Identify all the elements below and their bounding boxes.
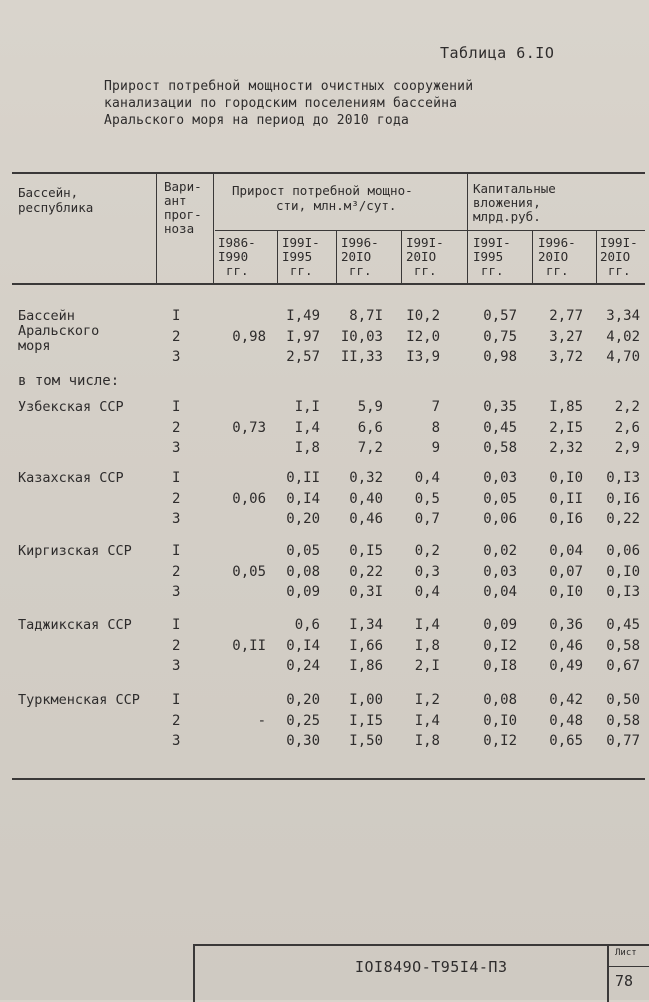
value-cell: I,85 — [549, 399, 583, 415]
value-cell: I,8 — [294, 440, 320, 456]
variant-number: 2 — [172, 637, 181, 654]
value-cell: I2,0 — [406, 328, 440, 345]
value-cell: 2,32 — [549, 440, 583, 456]
header-capacity: Прирост потребной мощно- сти, млн.м³/сут. — [232, 183, 413, 213]
value-cell: 0,4 — [414, 584, 440, 600]
value-cell: 0,35 — [483, 399, 517, 415]
value-cell: 0,46 — [549, 637, 583, 654]
value-cell: I,I5 — [349, 712, 383, 729]
value-cell: 2,I — [414, 658, 440, 674]
value-cell: I,50 — [349, 733, 383, 749]
period-header: I99I- I995 гг. — [473, 235, 511, 278]
value-cell: I,4 — [414, 712, 440, 729]
value-cell: 0,42 — [549, 692, 583, 708]
value-cell: 0,32 — [349, 470, 383, 486]
value-cell: 0,09 — [483, 617, 517, 633]
region-name: Казахская ССР — [18, 470, 124, 486]
value-cell: I,00 — [349, 692, 383, 708]
value-cell: 0,30 — [286, 733, 320, 749]
value-cell: 0,09 — [286, 584, 320, 600]
value-cell: 0,05 — [483, 490, 517, 507]
base-capacity: - — [257, 712, 266, 729]
value-cell: II,33 — [340, 349, 383, 365]
value-cell: 0,77 — [606, 733, 640, 749]
value-cell: I0,2 — [406, 308, 440, 324]
base-capacity: 0,06 — [232, 490, 266, 507]
value-cell: I,8 — [414, 733, 440, 749]
period-header: I99I- 20IO гг. — [600, 235, 638, 278]
variant-number: 2 — [172, 563, 181, 580]
value-cell: 0,06 — [606, 543, 640, 559]
value-cell: 0,58 — [606, 712, 640, 729]
sheet-label: Лист — [615, 948, 637, 958]
value-cell: 0,I2 — [483, 637, 517, 654]
value-cell: 0,49 — [549, 658, 583, 674]
value-cell: 0,57 — [483, 308, 517, 324]
value-cell: 0,07 — [549, 563, 583, 580]
value-cell: 0,2 — [414, 543, 440, 559]
region-name: Узбекская ССР — [18, 399, 124, 415]
value-cell: 0,22 — [349, 563, 383, 580]
value-cell: 0,67 — [606, 658, 640, 674]
period-header: I986- I990 гг. — [218, 235, 256, 278]
col-divider — [401, 230, 402, 283]
value-cell: I,66 — [349, 637, 383, 654]
value-cell: 0,03 — [483, 470, 517, 486]
value-cell: 3,34 — [606, 308, 640, 324]
table-number: Таблица 6.IO — [440, 44, 555, 62]
base-capacity: 0,II — [232, 637, 266, 654]
table-top-rule — [12, 172, 645, 174]
region-name: моря — [18, 338, 51, 354]
value-cell: 0,08 — [483, 692, 517, 708]
value-cell: 0,I4 — [286, 490, 320, 507]
value-cell: 0,I0 — [549, 584, 583, 600]
value-cell: 0,03 — [483, 563, 517, 580]
value-cell: 0,II — [549, 490, 583, 507]
value-cell: 0,I6 — [606, 490, 640, 507]
value-cell: 0,22 — [606, 511, 640, 527]
sheet-box — [607, 946, 649, 1002]
value-cell: 0,04 — [549, 543, 583, 559]
value-cell: 0,7 — [414, 511, 440, 527]
variant-number: I — [172, 617, 181, 633]
value-cell: 0,I0 — [549, 470, 583, 486]
value-cell: 0,45 — [606, 617, 640, 633]
region-name: Киргизская ССР — [18, 543, 132, 559]
value-cell: 0,20 — [286, 511, 320, 527]
value-cell: I3,9 — [406, 349, 440, 365]
value-cell: 2,2 — [614, 399, 640, 415]
col-divider — [213, 173, 214, 283]
value-cell: 0,I3 — [606, 470, 640, 486]
period-header: I99I- 20IO гг. — [406, 235, 444, 278]
value-cell: 7 — [431, 399, 440, 415]
document-code: IOI849O-T95I4-ПЗ — [355, 958, 508, 976]
value-cell: 2,6 — [614, 419, 640, 436]
value-cell: 2,9 — [614, 440, 640, 456]
value-cell: 0,I4 — [286, 637, 320, 654]
value-cell: 0,4 — [414, 470, 440, 486]
value-cell: I0,03 — [340, 328, 383, 345]
period-header: I996- 20IO гг. — [538, 235, 576, 278]
value-cell: I,8 — [414, 637, 440, 654]
value-cell: 0,I3 — [606, 584, 640, 600]
value-cell: 9 — [431, 440, 440, 456]
period-header: I996- 20IO гг. — [341, 235, 379, 278]
value-cell: 0,I2 — [483, 733, 517, 749]
variant-number: I — [172, 308, 181, 324]
value-cell: 0,08 — [286, 563, 320, 580]
header-sub-rule — [215, 230, 645, 231]
value-cell: 0,I0 — [606, 563, 640, 580]
title-block-stamp — [193, 944, 649, 1002]
variant-number: 2 — [172, 419, 181, 436]
value-cell: 3,72 — [549, 349, 583, 365]
value-cell: 0,65 — [549, 733, 583, 749]
value-cell: 4,70 — [606, 349, 640, 365]
value-cell: I,34 — [349, 617, 383, 633]
value-cell: 3,27 — [549, 328, 583, 345]
variant-number: 3 — [172, 584, 181, 600]
caption-line-1: Прирост потребной мощности очистных сооружений — [104, 79, 474, 94]
value-cell: 0,6 — [294, 617, 320, 633]
value-cell: I,86 — [349, 658, 383, 674]
value-cell: 8,7I — [349, 308, 383, 324]
value-cell: 0,25 — [286, 712, 320, 729]
value-cell: 0,58 — [483, 440, 517, 456]
value-cell: 0,3 — [414, 563, 440, 580]
region-name: Бассейн — [18, 308, 75, 324]
value-cell: I,4 — [414, 617, 440, 633]
col-divider — [336, 230, 337, 283]
value-cell: 2,57 — [286, 349, 320, 365]
header-basin: Бассейн, республика — [18, 185, 94, 215]
value-cell: 0,20 — [286, 692, 320, 708]
value-cell: 0,I0 — [483, 712, 517, 729]
value-cell: 0,5 — [414, 490, 440, 507]
value-cell: 0,02 — [483, 543, 517, 559]
table-bottom-rule — [12, 778, 645, 780]
col-divider — [532, 230, 533, 283]
variant-number: 3 — [172, 658, 181, 674]
value-cell: I,49 — [286, 308, 320, 324]
header-variant: Вари- ант прог- ноза — [164, 179, 202, 236]
variant-number: 3 — [172, 440, 181, 456]
value-cell: 0,50 — [606, 692, 640, 708]
period-header: I99I- I995 гг. — [282, 235, 320, 278]
sheet-number: 78 — [615, 972, 634, 990]
col-divider — [467, 173, 468, 283]
caption-line-3: Аральского моря на период до 2010 года — [104, 113, 410, 128]
value-cell: 0,3I — [349, 584, 383, 600]
value-cell: 0,I5 — [349, 543, 383, 559]
col-divider — [156, 173, 157, 283]
value-cell: 4,02 — [606, 328, 640, 345]
variant-number: 3 — [172, 733, 181, 749]
value-cell: 0,36 — [549, 617, 583, 633]
col-divider — [596, 230, 597, 283]
caption-line-2: канализации по городским поселениям бассейна — [104, 96, 458, 111]
variant-number: 2 — [172, 712, 181, 729]
value-cell: 0,40 — [349, 490, 383, 507]
value-cell: 0,04 — [483, 584, 517, 600]
value-cell: 0,I6 — [549, 511, 583, 527]
variant-number: 2 — [172, 490, 181, 507]
value-cell: 2,I5 — [549, 419, 583, 436]
region-name: Туркменская ССР — [18, 692, 140, 708]
value-cell: I,2 — [414, 692, 440, 708]
value-cell: 0,24 — [286, 658, 320, 674]
variant-number: 3 — [172, 511, 181, 527]
variant-number: 2 — [172, 328, 181, 345]
variant-number: 3 — [172, 349, 181, 365]
value-cell: 0,06 — [483, 511, 517, 527]
value-cell: I,97 — [286, 328, 320, 345]
header-bottom-rule — [12, 283, 645, 285]
base-capacity: 0,98 — [232, 328, 266, 345]
sheet-separator — [609, 966, 649, 967]
value-cell: 0,45 — [483, 419, 517, 436]
value-cell: 2,77 — [549, 308, 583, 324]
value-cell: 0,75 — [483, 328, 517, 345]
value-cell: 0,I8 — [483, 658, 517, 674]
value-cell: 6,6 — [357, 419, 383, 436]
variant-number: I — [172, 470, 181, 486]
value-cell: 5,9 — [357, 399, 383, 415]
col-divider — [277, 230, 278, 283]
in-total-label: в том числе: — [18, 373, 120, 389]
value-cell: 0,58 — [606, 637, 640, 654]
base-capacity: 0,73 — [232, 419, 266, 436]
value-cell: 7,2 — [357, 440, 383, 456]
base-capacity: 0,05 — [232, 563, 266, 580]
value-cell: I,4 — [294, 419, 320, 436]
region-name: Аральского — [18, 323, 100, 339]
value-cell: 0,46 — [349, 511, 383, 527]
value-cell: 8 — [431, 419, 440, 436]
variant-number: I — [172, 692, 181, 708]
value-cell: 0,48 — [549, 712, 583, 729]
region-name: Таджикская ССР — [18, 617, 132, 633]
variant-number: I — [172, 399, 181, 415]
value-cell: 0,98 — [483, 349, 517, 365]
value-cell: I,I — [294, 399, 320, 415]
value-cell: 0,05 — [286, 543, 320, 559]
value-cell: 0,II — [286, 470, 320, 486]
header-investment: Капитальные вложения, млрд.руб. — [473, 181, 556, 224]
variant-number: I — [172, 543, 181, 559]
